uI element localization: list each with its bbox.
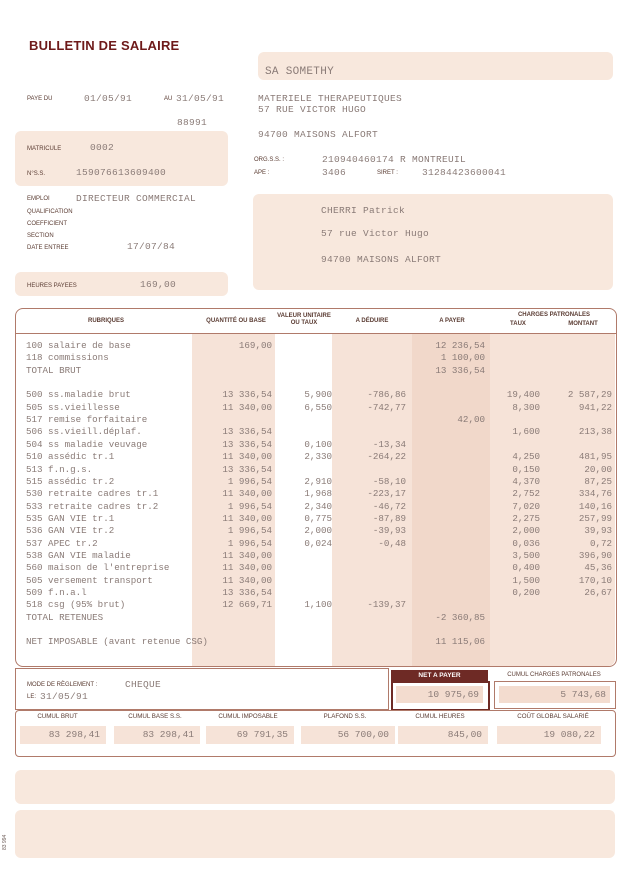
- header-taux: TAUX: [510, 321, 526, 327]
- au-value: 31/05/91: [176, 93, 225, 104]
- cell-pay: 12 236,54: [435, 340, 485, 351]
- cumul-base-value: 83 298,41: [114, 726, 200, 744]
- cell-rub: 560 maison de l'entreprise: [26, 562, 170, 574]
- cell-rub: NET IMPOSABLE (avant retenue CSG): [26, 636, 208, 648]
- cell-qte: 1 996,54: [227, 537, 272, 549]
- cell-rub: 518 csg (95% brut): [26, 599, 126, 611]
- cell-ded: -58,10: [372, 475, 406, 487]
- cell-taux: 7,020: [512, 500, 540, 512]
- cell-taux: 3,500: [512, 549, 540, 561]
- header-quantite: QUANTITÉ OU BASE: [206, 318, 266, 324]
- cumul-charges-label: CUMUL CHARGES PATRONALES: [507, 672, 601, 678]
- table-row: [16, 402, 616, 414]
- cell-rub: 118 commissions: [26, 352, 109, 364]
- cell-mont: 170,10: [578, 574, 612, 586]
- org-ss-label: ORG.S.S. :: [254, 157, 285, 163]
- table-row: [16, 525, 616, 537]
- reglement-date-value: 31/05/91: [40, 691, 89, 702]
- cell-qte: 1 996,54: [227, 500, 272, 512]
- plafond-ss-value: 56 700,00: [301, 726, 395, 744]
- cell-val: 2,000: [304, 525, 332, 537]
- table-row: [16, 464, 616, 476]
- nss-label: N°S.S.: [27, 171, 46, 177]
- cell-qte: 11 340,00: [222, 512, 272, 524]
- mode-reglement-value: CHEQUE: [125, 679, 162, 690]
- cell-mont: 39,93: [584, 525, 612, 537]
- cell-taux: 0,200: [512, 587, 540, 598]
- cell-taux: 19,400: [506, 389, 540, 401]
- qualification-label: QUALIFICATION: [27, 209, 73, 215]
- cell-taux: 0,400: [512, 562, 540, 574]
- cell-rub: 509 f.n.a.l: [26, 587, 87, 598]
- cell-taux: 4,250: [512, 451, 540, 463]
- cell-mont: 481,95: [578, 451, 612, 463]
- cell-ded: -742,77: [367, 401, 406, 413]
- cell-taux: 1,500: [512, 574, 540, 586]
- table-row: [16, 562, 616, 574]
- section-label: SECTION: [27, 233, 54, 239]
- cell-qte: 13 336,54: [222, 426, 272, 438]
- cell-qte: 1 996,54: [227, 475, 272, 487]
- cell-qte: 13 336,54: [222, 587, 272, 598]
- footer-band-2: [15, 810, 615, 858]
- table-row: [16, 624, 616, 636]
- header-valeur: VALEUR UNITAIRE OU TAUX: [277, 313, 331, 326]
- org-ss-value: 210940460174 R MONTREUIL: [322, 154, 467, 165]
- table-row: [16, 365, 616, 377]
- cell-rub: 535 GAN VIE tr.1: [26, 512, 115, 524]
- cell-ded: -786,86: [367, 389, 406, 401]
- table-row: [16, 501, 616, 513]
- table-row: [16, 550, 616, 562]
- cell-qte: 11 340,00: [222, 488, 272, 500]
- heures-label: HEURES PAYEES: [27, 283, 77, 289]
- cell-rub: 537 APEC tr.2: [26, 537, 98, 549]
- cell-qte: 11 340,00: [222, 562, 272, 574]
- cell-pay: 11 115,06: [435, 636, 485, 648]
- cell-qte: 11 340,00: [222, 401, 272, 413]
- employer-line3: 94700 MAISONS ALFORT: [258, 129, 379, 140]
- table-row: [16, 439, 616, 451]
- cell-rub: 504 ss maladie veuvage: [26, 438, 148, 450]
- table-row: [16, 513, 616, 525]
- cell-qte: 1 996,54: [227, 525, 272, 537]
- net-a-payer-label: NET A PAYER: [391, 670, 488, 681]
- cell-mont: 2 587,29: [567, 389, 612, 401]
- cumul-imposable-value: 69 791,35: [206, 726, 294, 744]
- header-payer: A PAYER: [439, 318, 465, 324]
- cell-qte: 13 336,54: [222, 389, 272, 401]
- cell-mont: 140,16: [578, 500, 612, 512]
- employer-line2: 57 RUE VICTOR HUGO: [258, 104, 367, 115]
- cell-rub: 530 retraite cadres tr.1: [26, 488, 159, 500]
- table-row: [16, 575, 616, 587]
- employee-addr2: 94700 MAISONS ALFORT: [321, 254, 442, 265]
- cell-mont: 20,00: [584, 463, 612, 475]
- employer-line1: MATERIELE THERAPEUTIQUES: [258, 93, 403, 104]
- cout-global-label: COÛT GLOBAL SALARIÉ: [517, 713, 589, 720]
- cumul-heures-value: 845,00: [398, 726, 488, 744]
- cell-qte: 11 340,00: [222, 549, 272, 561]
- cell-pay: 13 336,54: [435, 364, 485, 376]
- cell-ded: -264,22: [367, 451, 406, 463]
- cell-ded: -139,37: [367, 599, 406, 611]
- table-row: [16, 538, 616, 550]
- siret-label: SIRET :: [377, 170, 398, 176]
- ape-label: APE :: [254, 170, 270, 176]
- reglement-box: [15, 668, 389, 710]
- table-row: [16, 587, 616, 599]
- cell-val: 1,100: [304, 599, 332, 611]
- date-entree-value: 17/07/84: [127, 241, 176, 252]
- header-deduire: A DÉDUIRE: [355, 318, 389, 324]
- cell-taux: 8,300: [512, 401, 540, 413]
- table-row: [16, 352, 616, 364]
- table-row: [16, 340, 616, 352]
- cell-mont: 45,36: [584, 562, 612, 574]
- cell-rub: 533 retraite cadres tr.2: [26, 500, 159, 512]
- cell-mont: 396,90: [578, 549, 612, 561]
- cell-val: 0,775: [304, 512, 332, 524]
- table-row: [16, 488, 616, 500]
- cell-taux: 2,275: [512, 512, 540, 524]
- cell-taux: 2,000: [512, 525, 540, 537]
- paye-du-label: PAYE DU: [27, 96, 53, 102]
- table-row: [16, 377, 616, 389]
- cell-qte: 169,00: [238, 340, 272, 351]
- nss-value: 159076613609400: [76, 167, 167, 178]
- cell-ded: -223,17: [367, 488, 406, 500]
- cell-mont: 334,76: [578, 488, 612, 500]
- cell-val: 6,550: [304, 401, 332, 413]
- cell-ded: -39,93: [372, 525, 406, 537]
- net-a-payer-value: 10 975,69: [396, 686, 483, 703]
- document-title: BULLETIN DE SALAIRE: [29, 38, 180, 53]
- cell-mont: 87,25: [584, 475, 612, 487]
- cell-ded: -87,89: [372, 512, 406, 524]
- cumul-charges-value: 5 743,68: [499, 686, 610, 703]
- cell-rub: 536 GAN VIE tr.2: [26, 525, 115, 537]
- cell-mont: 257,99: [578, 512, 612, 524]
- table-row: [16, 476, 616, 488]
- employer-name: SA SOMETHY: [265, 66, 335, 78]
- ape-value: 3406: [322, 167, 347, 178]
- plafond-ss-label: PLAFOND S.S.: [323, 713, 367, 720]
- cell-ded: -13,34: [372, 438, 406, 450]
- cell-val: 5,900: [304, 389, 332, 401]
- header-rubriques: RUBRIQUES: [87, 318, 124, 324]
- cumul-brut-value: 83 298,41: [20, 726, 106, 744]
- form-code: 83 994: [2, 834, 8, 850]
- cell-rub: 513 f.n.g.s.: [26, 463, 93, 475]
- matricule-label: MATRICULE: [27, 146, 62, 152]
- table-row: [16, 389, 616, 401]
- paye-du-value: 01/05/91: [84, 93, 133, 104]
- cell-rub: TOTAL BRUT: [26, 364, 82, 376]
- cell-taux: 2,752: [512, 488, 540, 500]
- cell-rub: 538 GAN VIE maladie: [26, 549, 131, 561]
- table-row: [16, 612, 616, 624]
- matricule-value: 0002: [90, 142, 115, 153]
- table-header: [16, 309, 616, 334]
- cell-rub: 510 assédic tr.1: [26, 451, 115, 463]
- siret-value: 31284423600041: [422, 167, 507, 178]
- cell-taux: 0,150: [512, 463, 540, 475]
- cell-ded: -0,48: [378, 537, 406, 549]
- cell-rub: 506 ss.vieill.déplaf.: [26, 426, 142, 438]
- cell-val: 2,340: [304, 500, 332, 512]
- header-charges: CHARGES PATRONALES: [517, 312, 591, 318]
- salary-table: [15, 308, 617, 667]
- table-row: [16, 599, 616, 611]
- cell-rub: 515 assédic tr.2: [26, 475, 115, 487]
- cell-rub: 505 ss.vieillesse: [26, 401, 120, 413]
- header-montant: MONTANT: [568, 321, 598, 327]
- heures-value: 169,00: [140, 279, 177, 290]
- mode-reglement-label: MODE DE RÈGLEMENT :: [27, 682, 98, 688]
- cell-mont: 213,38: [578, 426, 612, 438]
- au-label: AU: [164, 96, 173, 102]
- cell-rub: TOTAL RETENUES: [26, 611, 104, 623]
- coefficient-label: COEFFICIENT: [27, 221, 67, 227]
- cell-taux: 4,370: [512, 475, 540, 487]
- cell-rub: 505 versement transport: [26, 574, 153, 586]
- cell-val: 1,968: [304, 488, 332, 500]
- cell-pay: 1 100,00: [440, 352, 485, 364]
- cell-val: 2,330: [304, 451, 332, 463]
- cell-rub: 500 ss.maladie brut: [26, 389, 131, 401]
- cumul-base-label: CUMUL BASE S.S.: [128, 713, 182, 720]
- emploi-value: DIRECTEUR COMMERCIAL: [76, 193, 197, 204]
- cell-mont: 941,22: [578, 401, 612, 413]
- cell-pay: 42,00: [457, 414, 485, 426]
- cell-pay: -2 360,85: [435, 611, 485, 623]
- employee-name: CHERRI Patrick: [321, 205, 406, 216]
- cumul-heures-label: CUMUL HEURES: [415, 713, 465, 720]
- cell-qte: 12 669,71: [222, 599, 272, 611]
- table-row: [16, 426, 616, 438]
- cell-taux: 1,600: [512, 426, 540, 438]
- cell-rub: 100 salaire de base: [26, 340, 131, 351]
- emploi-label: EMPLOI: [27, 196, 50, 202]
- cell-rub: 517 remise forfaitaire: [26, 414, 148, 426]
- cell-qte: 11 340,00: [222, 574, 272, 586]
- cell-qte: 11 340,00: [222, 451, 272, 463]
- reglement-date-label: LE:: [27, 694, 37, 700]
- table-row: [16, 636, 616, 648]
- table-row: [16, 451, 616, 463]
- cell-val: 2,910: [304, 475, 332, 487]
- employee-addr1: 57 rue Victor Hugo: [321, 228, 430, 239]
- cell-taux: 0,036: [512, 537, 540, 549]
- cell-qte: 13 336,54: [222, 438, 272, 450]
- cumul-brut-label: CUMUL BRUT: [37, 713, 78, 720]
- cell-mont: 0,72: [589, 537, 612, 549]
- cout-global-value: 19 080,22: [497, 726, 601, 744]
- cumul-imposable-label: CUMUL IMPOSABLE: [218, 713, 278, 720]
- footer-band-1: [15, 770, 615, 804]
- reference-number: 88991: [177, 117, 208, 128]
- table-row: [16, 414, 616, 426]
- cell-mont: 26,67: [584, 587, 612, 598]
- cell-ded: -46,72: [372, 500, 406, 512]
- employee-address-panel: [253, 194, 613, 290]
- cell-val: 0,024: [304, 537, 332, 549]
- cell-qte: 13 336,54: [222, 463, 272, 475]
- date-entree-label: DATE ENTREE: [27, 245, 69, 251]
- cell-val: 0,100: [304, 438, 332, 450]
